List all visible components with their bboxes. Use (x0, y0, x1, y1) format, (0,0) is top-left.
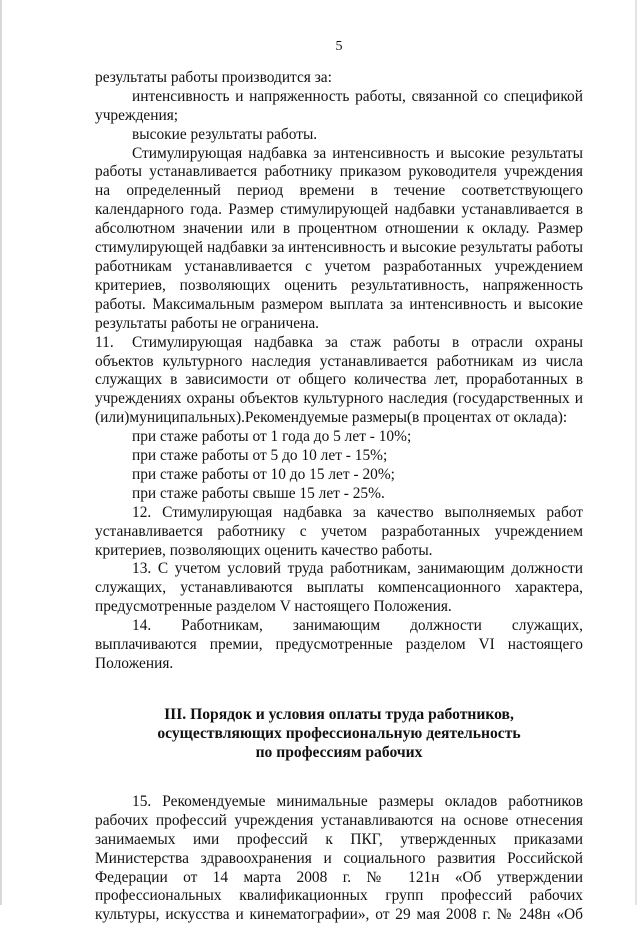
page-number: 5 (335, 39, 343, 54)
scan-right-edge (635, 0, 637, 905)
criterion-intensity: интенсивность и напряженность работы, связанной со спецификой учреждения; (95, 87, 583, 124)
paragraph-11 (95, 334, 583, 429)
stazh-item: при стаже работы от 1 года до 5 лет - 10%; (132, 428, 412, 446)
criterion-results: высокие результаты работы. (132, 125, 318, 143)
stazh-item: при стаже работы свыше 15 лет - 25%. (132, 484, 385, 502)
section-heading-line: осуществляющих профессиональную деятельность (157, 724, 521, 742)
paragraph-13: 13. С учетом условий труда работникам, занимающим должности служащих, устанавливаются выплаты компенсационного характера, предусмотренные разделом V настоящего Положения. (95, 560, 583, 616)
stazh-item: при стаже работы от 10 до 15 лет - 20%; (132, 465, 395, 483)
scan-left-edge (0, 0, 2, 905)
section-heading-line: III. Порядок и условия оплаты труда работников, (164, 705, 514, 723)
paragraph-11-text: Стимулирующая надбавка за стаж работы в отрасли охраны объектов культурного наследия устанавливается работникам из числа служащих в зависимости от общего количества лет, проработанных в учреждениях охраны объектов культурного наследия (государственных и (или)муниципальных).Рекомендуемые размеры(в процентах от оклада): (95, 333, 583, 427)
document-page (95, 38, 583, 925)
paragraph-intensity-bonus: Стимулирующая надбавка за интенсивность и высокие результаты работы устанавливается работнику приказом руководителя учреждения на определенный период времени в течение соответствующего календарного года. Размер стимулирующей надбавки устанавливается в абсолютном значении или в процентном отношении к окладу. Размер стимулирующей надбавки за интенсивность и высокие результаты работы работникам устанавливается с учетом разработанных учреждением критериев, позволяющих оценить результативность, напряженность работы. Максимальным размером выплата за интенсивность и высокие результаты работы не ограничена. (95, 144, 583, 332)
stazh-item: при стаже работы от 5 до 10 лет - 15%; (132, 447, 388, 465)
paragraph-11-number: 11. (95, 333, 114, 351)
paragraph-15: 15. Рекомендуемые минимальные размеры окладов работников рабочих профессий учреждения устанавливаются на основе отнесения занимаемых ими профессий к ПКГ, утвержденных приказами Министерства здравоохранения и социального развития Российской Федерации от 14 марта 2008 г. № 121н «Об утверждении профессиональных квалификационных групп профессий рабочих культуры, искусства и кинематографии», от 29 мая 2008 г. № 248н «Об (95, 792, 583, 924)
paragraph-continuation: результаты работы производится за: (95, 68, 332, 86)
section-heading-line: по профессиям рабочих (255, 743, 423, 761)
section-heading (95, 705, 583, 762)
paragraph-14: 14. Работникам, занимающим должности служащих, выплачиваются премии, предусмотренные разделом VI настоящего Положения. (95, 617, 583, 672)
paragraph-12: 12. Стимулирующая надбавка за качество выполняемых работ устанавливается работнику с учетом разработанных учреждением критериев, позволяющих оценить качество работы. (95, 503, 583, 559)
